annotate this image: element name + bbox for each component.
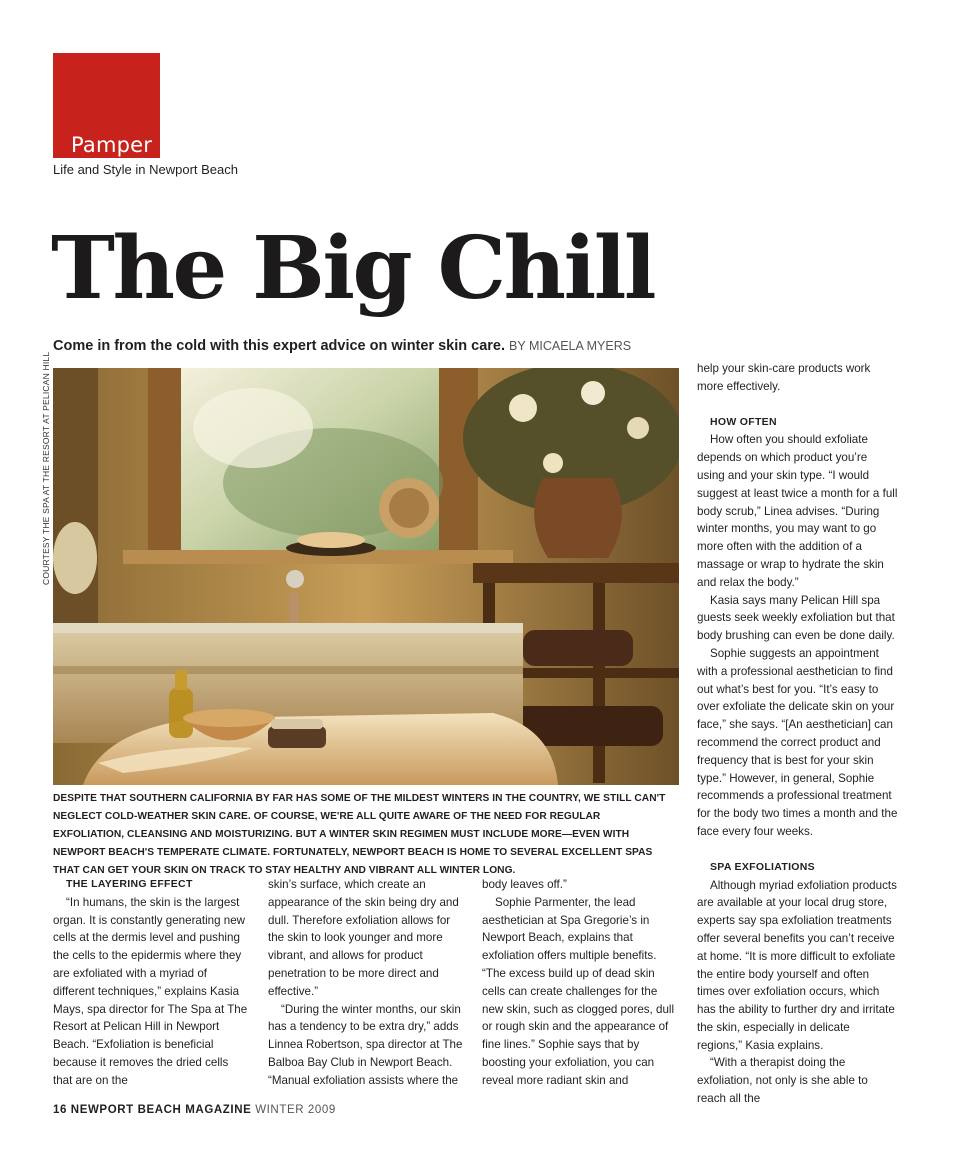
paragraph: “During the winter months, our skin has a tendency to be extra dry,” adds Linnea Robertson, spa director at The Balboa Bay Club in Newport Beach. “Manual exfoliation assists where the (268, 1002, 463, 1087)
article-title: The Big Chill (51, 218, 655, 319)
section-tagline: Life and Style in Newport Beach (53, 162, 238, 177)
byline: BY MICAELA MYERS (509, 339, 632, 353)
spa-photo (53, 368, 679, 785)
page-footer (53, 1104, 336, 1116)
photo-caption: DESPITE THAT SOUTHERN CALIFORNIA BY FAR HAS SOME OF THE MILDEST WINTERS IN THE COUNTRY, WE STILL CAN'T NEGLECT COLD-WEATHER SKIN CARE. OF COURSE, WE'RE ALL QUITE AWARE OF THE NEED FOR REGULAR EXFOLIATION, CLEANSING AND MOISTURIZING. BUT A WINTER SKIN REGIMEN MUST INCLUDE MORE—EVEN WITH NEWPORT BEACH'S TEMPERATE CLIMATE. FORTUNATELY, NEWPORT BEACH IS HOME TO SEVERAL EXCELLENT SPAS THAT CAN GET YOUR SKIN ON TRACK TO STAY HEALTHY AND VIBRANT ALL WINTER LONG. (53, 793, 666, 876)
article-column-2 (268, 876, 464, 1090)
paragraph: Kasia says many Pelican Hill spa guests seek weekly exfoliation but that body brushing can even be done daily. (697, 593, 895, 643)
paragraph: help your skin-care products work more effectively. (697, 362, 871, 393)
page-number: 16 (53, 1104, 67, 1116)
section-heading: HOW OFTEN (710, 415, 777, 428)
article-column-1 (53, 876, 249, 1090)
paragraph: skin’s surface, which create an appearance of the skin being dry and dull. Therefore exfoliation allows for the skin to look younger and more vibrant, and allows for product penetration to be more direct and effective.” (268, 878, 459, 998)
publication-name: NEWPORT BEACH MAGAZINE (70, 1104, 252, 1116)
article-column-4 (697, 360, 898, 1108)
paragraph: Sophie suggests an appointment with a professional aesthetician to find out what’s best for you. “It’s easy to over exfoliate the delicate skin on your face,” she says. “[An aesthetician] can recommend the correct product and frequency that is best for your skin type.” However, in general, Sophie recommends a professional treatment for the body two times a month and the face every four weeks. (697, 646, 898, 838)
deck-text: Come in from the cold with this expert advice on winter skin care. (53, 338, 506, 354)
issue-date: WINTER 2009 (255, 1104, 336, 1116)
article-deck (53, 338, 631, 354)
paragraph: “In humans, the skin is the largest organ. It is constantly generating new cells at the dermis level and pushing the cells to the epidermis where they are exfoliated with a myriad of different techniques,” explains Kasia Mays, spa director for The Spa at The Resort at Pelican Hill in Newport Beach. “Exfoliation is beneficial because it removes the dried cells that are on the (53, 895, 248, 1087)
section-heading: SPA EXFOLIATIONS (710, 860, 815, 873)
paragraph: body leaves off.” (482, 878, 567, 891)
photo-credit: COURTESY THE SPA AT THE RESORT AT PELICAN HILL (41, 351, 51, 585)
paragraph: “With a therapist doing the exfoliation, not only is she able to reach all the (697, 1056, 868, 1106)
section-tab (53, 53, 160, 158)
paragraph: How often you should exfoliate depends on which product you’re using and your skin type. “I would suggest at least twice a month for a full body scrub,” Linea advises. “During winter months, you may want to go more often with the addition of a massage or wrap to hydrate the skin and relax the body.” (697, 433, 898, 589)
paragraph: Although myriad exfoliation products are available at your local drug store, experts say spa exfoliation treatments offer several benefits you can’t receive at home. “It is more difficult to exfoliate the entire body yourself and often times over exfoliation occurs, which has the ability to further dry and irritate the skin, especially in delicate regions,” Kasia explains. (697, 878, 897, 1052)
paragraph: Sophie Parmenter, the lead aesthetician at Spa Gregorie’s in Newport Beach, explains that exfoliation offers multiple benefits. “The excess build up of dead skin cells can create challenges for the new skin, such as clogged pores, dull or rough skin and the appearance of fine lines.” Sophie says that by boosting your exfoliation, you can reveal more radiant skin and (482, 895, 675, 1087)
section-name: Pamper (71, 133, 153, 157)
article-column-3 (482, 876, 678, 1090)
section-heading: THE LAYERING EFFECT (66, 878, 193, 890)
